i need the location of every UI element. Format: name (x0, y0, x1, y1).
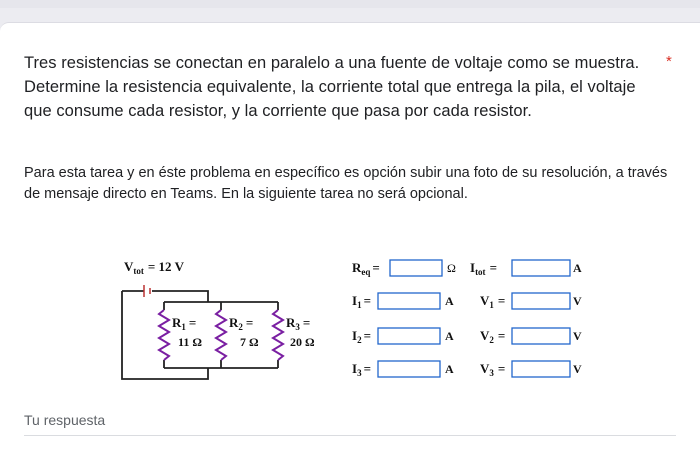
question-card (0, 22, 700, 454)
itot-unit: A (573, 261, 582, 275)
v3-unit: V (573, 362, 582, 376)
v3-label: $V_3$ = (480, 361, 506, 378)
i3-unit: A (445, 362, 454, 376)
i2-unit: A (445, 329, 454, 343)
req-label: $R_{eq}$ = (352, 260, 380, 277)
r1-value: 11 Ω (178, 335, 202, 349)
v2-label: $V_2$ = (480, 328, 506, 345)
i3-field (378, 361, 440, 377)
circuit-figure (110, 250, 600, 390)
req-unit: Ω (447, 261, 456, 275)
resistor-r2-icon (216, 310, 226, 360)
v1-unit: V (573, 294, 582, 308)
page-top-strip (0, 0, 700, 8)
answer-boxes (378, 260, 570, 377)
itot-field (512, 260, 570, 276)
required-mark: * (666, 53, 672, 70)
r3-label: $R_3$ = (286, 315, 311, 332)
vtot-label: $V_{tot} = 12$ V (124, 259, 184, 276)
i1-label: $I_1$ = (352, 293, 371, 310)
i1-field (378, 293, 440, 309)
question-text: Tres resistencias se conectan en paralelo a una fuente de voltaje como se muestra. Determine la resistencia equivalente, la corriente total que entrega la pila, el voltaje que consume cada resistor, y la corriente que pasa por cada resistor. (24, 54, 640, 120)
r2-value: 7 Ω (240, 335, 259, 349)
question-description: Para esta tarea y en éste problema en específico es opción subir una foto de su resolución, a través de mensaje directo en Teams. En la siguiente tarea no será opcional. (24, 165, 668, 202)
answer-input-placeholder[interactable]: Tu respuesta (24, 412, 106, 428)
resistor-r1-icon (159, 310, 169, 360)
r3-value: 20 Ω (290, 335, 315, 349)
i1-unit: A (445, 294, 454, 308)
i2-label: $I_2$ = (352, 328, 371, 345)
v1-label: $V_1$ = (480, 293, 506, 310)
v3-field (512, 361, 570, 377)
v2-unit: V (573, 329, 582, 343)
r2-label: $R_2$ = (229, 315, 254, 332)
v1-field (512, 293, 570, 309)
r1-label: $R_1$ = (172, 315, 197, 332)
circuit-diagram (110, 250, 600, 390)
i2-field (378, 328, 440, 344)
v2-field (512, 328, 570, 344)
itot-label: $I_{tot}$ = (470, 260, 497, 277)
resistor-r3-icon (273, 310, 283, 360)
i3-label: $I_3$ = (352, 361, 371, 378)
battery-icon (144, 285, 150, 297)
answer-input-underline[interactable] (24, 435, 676, 436)
req-field (390, 260, 442, 276)
